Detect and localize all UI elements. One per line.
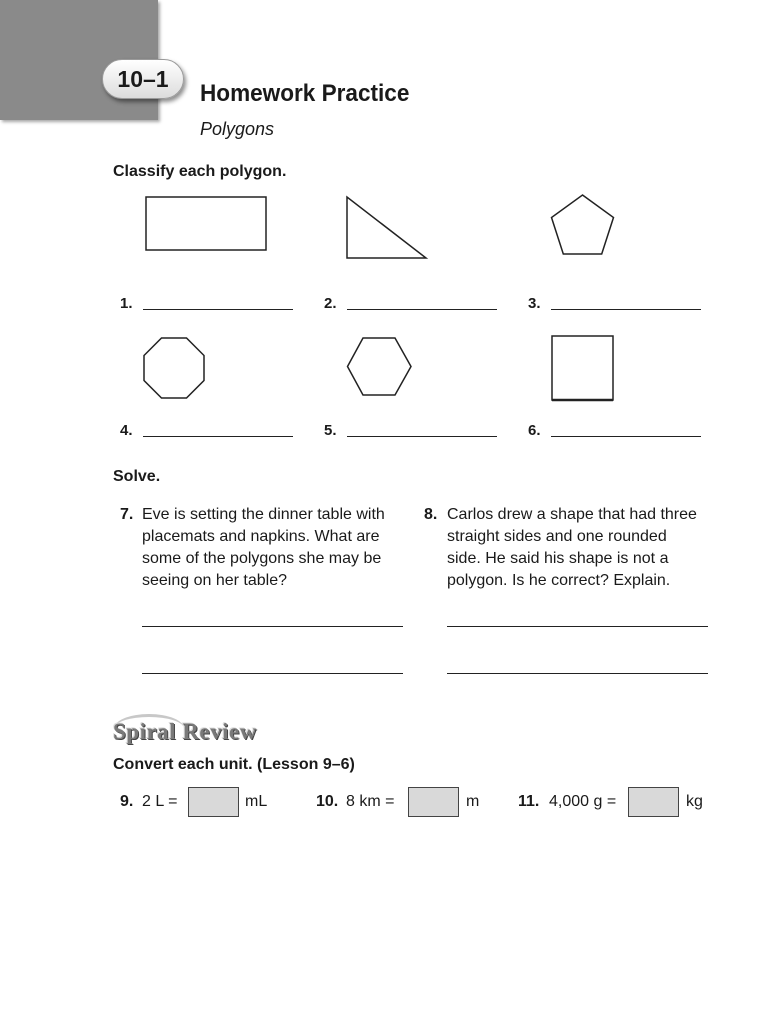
conversion-unit: m — [466, 793, 480, 810]
problem-number: 7. — [120, 506, 134, 523]
problem-8-text: Carlos drew a shape that had three straight sides and one rounded side. He said his shape is not a polygon. Is he correct? Explain. — [447, 506, 697, 589]
rectangle-shape — [145, 196, 269, 252]
answer-line-8a[interactable] — [447, 626, 708, 627]
square-shape — [551, 335, 615, 403]
answer-line-1[interactable] — [143, 309, 293, 310]
page-title: Homework Practice — [200, 80, 410, 107]
page-subtitle: Polygons — [200, 119, 275, 139]
conversion-expression: 2 L = — [142, 793, 178, 810]
classify-heading: Classify each polygon. — [113, 163, 287, 180]
item-number: 5. — [324, 422, 337, 439]
spiral-review-label: Spiral Review — [113, 719, 257, 744]
convert-heading: Convert each unit. (Lesson 9–6) — [113, 756, 355, 773]
item-number: 3. — [528, 295, 541, 312]
pentagon-shape — [549, 193, 617, 261]
problem-number: 10. — [316, 793, 339, 810]
octagon-shape — [141, 336, 207, 402]
answer-line-8b[interactable] — [447, 673, 708, 674]
answer-line-5[interactable] — [347, 436, 497, 437]
answer-line-6[interactable] — [551, 436, 701, 437]
item-number: 4. — [120, 422, 133, 439]
solve-heading: Solve. — [113, 468, 161, 485]
problem-number: 9. — [120, 793, 134, 810]
conversion-unit: mL — [245, 793, 268, 810]
answer-box-11[interactable] — [628, 787, 679, 817]
hexagon-shape — [346, 336, 414, 398]
answer-line-2[interactable] — [347, 309, 497, 310]
right-triangle-shape — [345, 195, 429, 261]
answer-box-10[interactable] — [408, 787, 459, 817]
item-number: 1. — [120, 295, 133, 312]
answer-line-7a[interactable] — [142, 626, 403, 627]
item-number: 6. — [528, 422, 541, 439]
conversion-expression: 4,000 g = — [549, 793, 617, 810]
lesson-number-badge: 10–1 — [102, 59, 184, 99]
conversion-expression: 8 km = — [346, 793, 395, 810]
answer-box-9[interactable] — [188, 787, 239, 817]
problem-number: 8. — [424, 506, 438, 523]
problem-number: 11. — [518, 793, 540, 810]
item-number: 2. — [324, 295, 337, 312]
problem-7-text: Eve is setting the dinner table with placemats and napkins. What are some of the polygons she may be seeing on her table? — [142, 506, 385, 589]
answer-line-7b[interactable] — [142, 673, 403, 674]
answer-line-3[interactable] — [551, 309, 701, 310]
answer-line-4[interactable] — [143, 436, 293, 437]
conversion-unit: kg — [686, 793, 703, 810]
